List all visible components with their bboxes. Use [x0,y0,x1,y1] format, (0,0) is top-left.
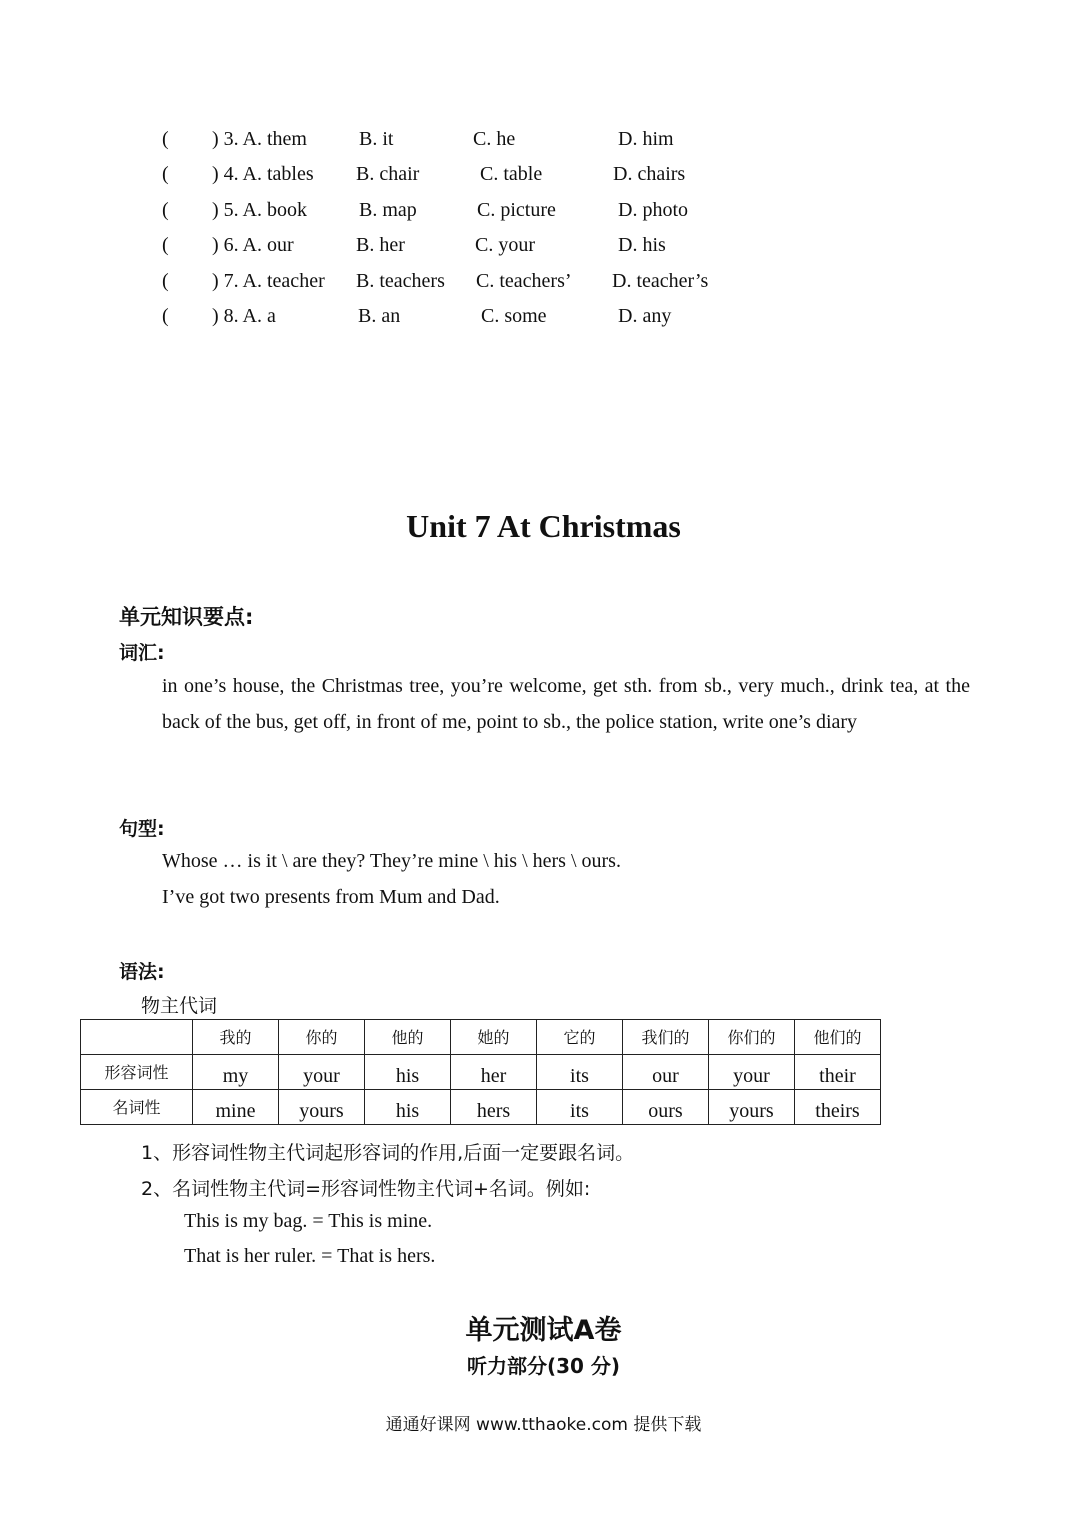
table-cell: 我的 [193,1020,279,1055]
table-cell: 你们的 [709,1020,795,1055]
question-option-c: C. table [480,163,543,185]
question-paren: ( [162,128,169,150]
table-cell [81,1020,193,1055]
page-footer: 通通好课网 www.tthaoke.com 提供下载 [385,1415,702,1435]
table-cell: 你的 [279,1020,365,1055]
table-cell: theirs [795,1090,881,1125]
table-cell: his [365,1090,451,1125]
table-cell: hers [451,1090,537,1125]
table-row [81,1090,881,1125]
table-cell: 名词性 [81,1090,193,1125]
question-paren: ( [162,305,169,327]
table-cell: ours [623,1090,709,1125]
sentence-line: Whose … is it \ are they? They’re mine \ his \ hers \ ours. [162,850,621,872]
example-line: This is my bag. = This is mine. [184,1210,433,1232]
question-option-b: B. her [356,234,405,256]
question-option-b: B. an [358,305,401,327]
question-option-b: B. chair [356,163,420,185]
table-row [81,1055,881,1090]
table-cell: yours [709,1090,795,1125]
question-option-b: B. map [359,199,417,221]
possessive-pronoun-table [80,1019,881,1125]
table-cell: your [279,1055,365,1090]
question-option-d: D. photo [618,199,688,221]
question-paren: ( [162,270,169,292]
table-cell: yours [279,1090,365,1125]
question-paren: ( [162,199,169,221]
question-option-c: C. he [473,128,516,150]
example-line: That is her ruler. = That is hers. [184,1245,436,1267]
table-cell: 他的 [365,1020,451,1055]
sentence-line: I’ve got two presents from Mum and Dad. [162,886,500,908]
question-option-b: B. teachers [356,270,445,292]
question-option-d: D. any [618,305,672,327]
table-cell: our [623,1055,709,1090]
question-paren: ( [162,163,169,185]
question-option-a: ) 4. A. tables [212,163,314,185]
question-option-a: ) 6. A. our [212,234,294,256]
table-cell: 它的 [537,1020,623,1055]
unit-title: Unit 7 At Christmas [406,508,681,544]
table-cell: their [795,1055,881,1090]
table-cell: my [193,1055,279,1090]
table-cell: mine [193,1090,279,1125]
grammar-heading: 语法: [119,961,165,983]
question-option-a: ) 3. A. them [212,128,307,150]
question-option-c: C. picture [477,199,556,221]
sentence-heading: 句型: [119,818,165,840]
table-cell: your [709,1055,795,1090]
table-cell: 形容词性 [81,1055,193,1090]
question-option-d: D. his [618,234,666,256]
table-cell: 她的 [451,1020,537,1055]
table-cell: its [537,1055,623,1090]
question-option-d: D. chairs [613,163,686,185]
key-points-heading: 单元知识要点: [119,605,254,629]
question-option-a: ) 7. A. teacher [212,270,325,292]
table-cell: his [365,1055,451,1090]
table-cell: 他们的 [795,1020,881,1055]
question-option-c: C. your [475,234,535,256]
grammar-note: 1、形容词性物主代词起形容词的作用,后面一定要跟名词。 [141,1142,635,1164]
grammar-subheading: 物主代词 [141,995,218,1017]
question-paren: ( [162,234,169,256]
question-option-a: ) 8. A. a [212,305,276,327]
vocab-heading: 词汇: [119,642,165,664]
grammar-note: 2、名词性物主代词=形容词性物主代词+名词。例如: [141,1178,591,1200]
table-cell: 我们的 [623,1020,709,1055]
vocab-text: in one’s house, the Christmas tree, you’re welcome, get sth. from sb., very much., drink tea, at the back of the bus, get off, in front of me, point to sb., the police station, write one’s diary [162,675,970,733]
test-title: 单元测试A卷 [465,1315,622,1346]
question-option-c: C. teachers’ [476,270,572,292]
question-option-b: B. it [359,128,394,150]
question-option-a: ) 5. A. book [212,199,307,221]
question-option-d: D. teacher’s [612,270,709,292]
listening-title: 听力部分(30 分) [466,1354,621,1378]
question-option-c: C. some [481,305,547,327]
question-option-d: D. him [618,128,674,150]
table-cell: its [537,1090,623,1125]
table-header-row [81,1020,881,1055]
table-cell: her [451,1055,537,1090]
